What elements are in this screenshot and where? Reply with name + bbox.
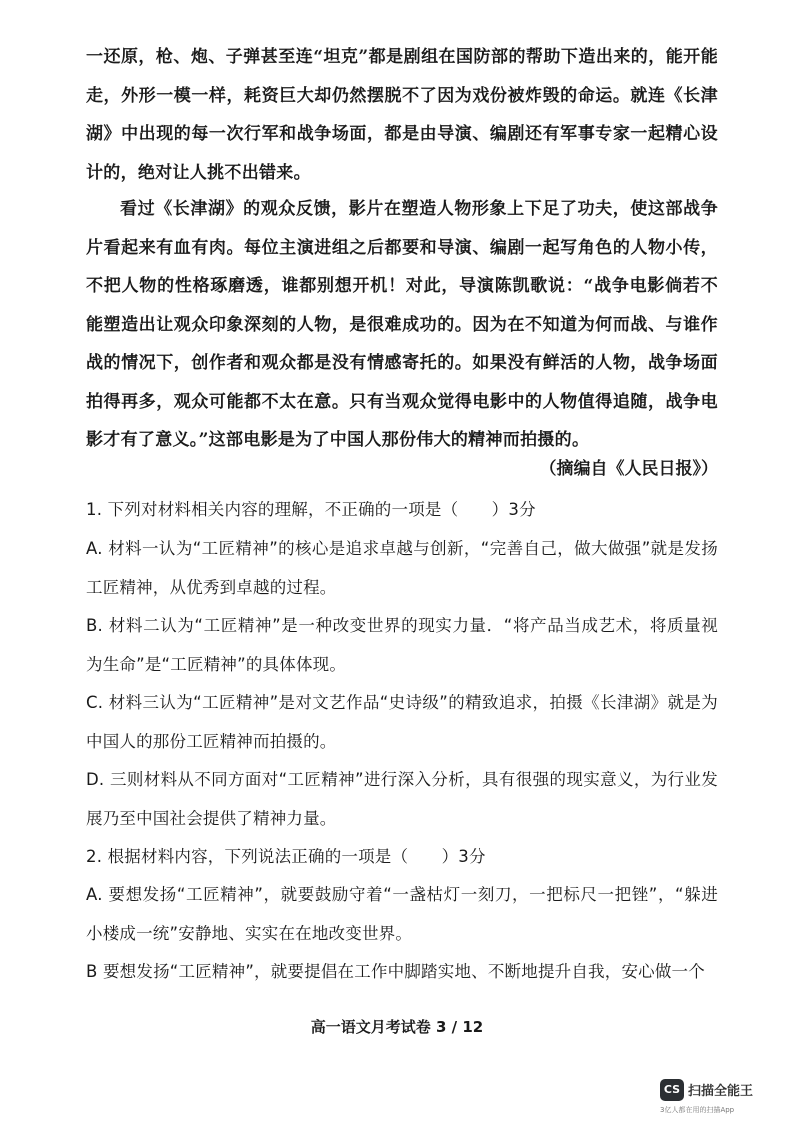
passage-paragraph-1: 一还原，枪、炮、子弹甚至连“坦克”都是剧组在国防部的帮助下造出来的，能开能走，外形一模一样，耗资巨大却仍然摆脱不了因为戏份被炸毁的命运。就连《长津湖》中出现的每一次行军和战争场面，都是由导演、编剧还有军事专家一起精心设计的，绝对让人挑不出错来。 xyxy=(86,47,718,183)
camscanner-logo-icon: CS xyxy=(660,1079,684,1101)
question-2-option-a: A. 要想发扬“工匠精神”，就要鼓励守着“一盏枯灯一刻刀，一把标尺一把锉”，“躲进小楼成一统”安静地、实实在在地改变世界。 xyxy=(86,885,718,943)
question-2-option-b: B 要想发扬“工匠精神”，就要提倡在工作中脚踏实地、不断地提升自我，安心做一个 xyxy=(86,962,705,981)
question-1-option-b: B. 材料二认为“工匠精神”是一种改变世界的现实力量．“将产品当成艺术，将质量视为生命”是“工匠精神”的具体体现。 xyxy=(86,616,718,674)
question-1-option-a: A. 材料一认为“工匠精神”的核心是追求卓越与创新，“完善自己，做大做强”就是发扬工匠精神，从优秀到卓越的过程。 xyxy=(86,539,718,597)
question-1-option-d: D. 三则材料从不同方面对“工匠精神”进行深入分析，具有很强的现实意义，为行业发展乃至中国社会提供了精神力量。 xyxy=(86,770,718,828)
passage-source: （摘编自《人民日报》） xyxy=(539,459,718,479)
question-1-stem: 1. 下列对材料相关内容的理解，不正确的一项是（ ）3分 xyxy=(86,500,536,519)
passage-paragraph-2: 看过《长津湖》的观众反馈，影片在塑造人物形象上下足了功夫，使这部战争片看起来有血有肉。每位主演进组之后都要和导演、编剧一起写角色的人物小传，不把人物的性格琢磨透，谁都别想开机！对此，导演陈凯歌说：“战争电影倘若不能塑造出让观众印象深刻的人物，是很难成功的。因为在不知道为何而战、与谁作战的情况下，创作者和观众都是没有情感寄托的。如果没有鲜活的人物，战争场面拍得再多，观众可能都不太在意。只有当观众觉得电影中的人物值得追随，战争电影才有了意义。”这部电影是为了中国人那份伟大的精神而拍摄的。 xyxy=(86,199,718,450)
question-1-option-c: C. 材料三认为“工匠精神”是对文艺作品“史诗级”的精致追求，拍摄《长津湖》就是为中国人的那份工匠精神而拍摄的。 xyxy=(86,693,718,751)
question-2-stem: 2. 根据材料内容，下列说法正确的一项是（ ）3分 xyxy=(86,847,486,866)
watermark-tagline: 3亿人都在用的扫描App xyxy=(660,1106,735,1114)
watermark-app-name: 扫描全能王 xyxy=(688,1084,754,1099)
page-footer: 高一语文月考试卷 3 / 12 xyxy=(310,1018,484,1036)
scanner-watermark xyxy=(660,1077,780,1117)
